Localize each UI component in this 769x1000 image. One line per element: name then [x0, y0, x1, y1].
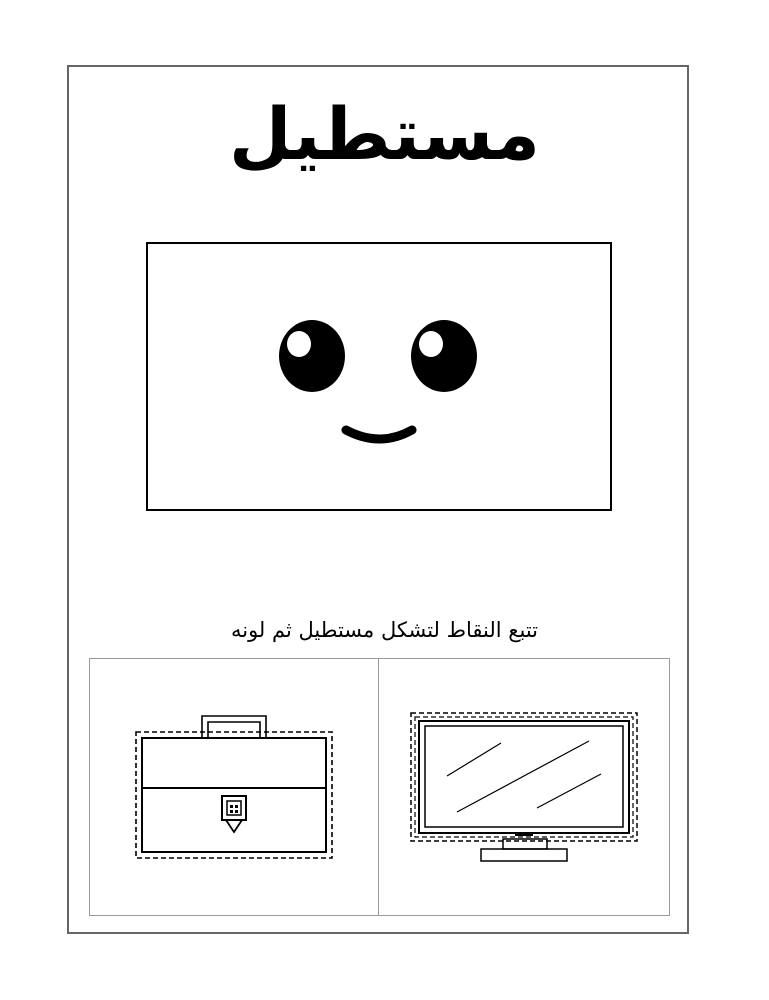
left-eye-highlight — [287, 331, 311, 357]
left-eye — [279, 320, 345, 392]
smile-mouth — [346, 430, 412, 439]
smiley-face-illustration — [146, 242, 612, 511]
worksheet-instruction: تتبع النقاط لتشكل مستطيل ثم لونه — [230, 618, 538, 642]
grid-divider — [378, 658, 379, 916]
television-icon — [405, 708, 645, 868]
right-eye-highlight — [419, 331, 443, 357]
worksheet-title: مستطيل — [228, 92, 541, 176]
right-eye — [411, 320, 477, 392]
briefcase-icon — [130, 708, 340, 868]
